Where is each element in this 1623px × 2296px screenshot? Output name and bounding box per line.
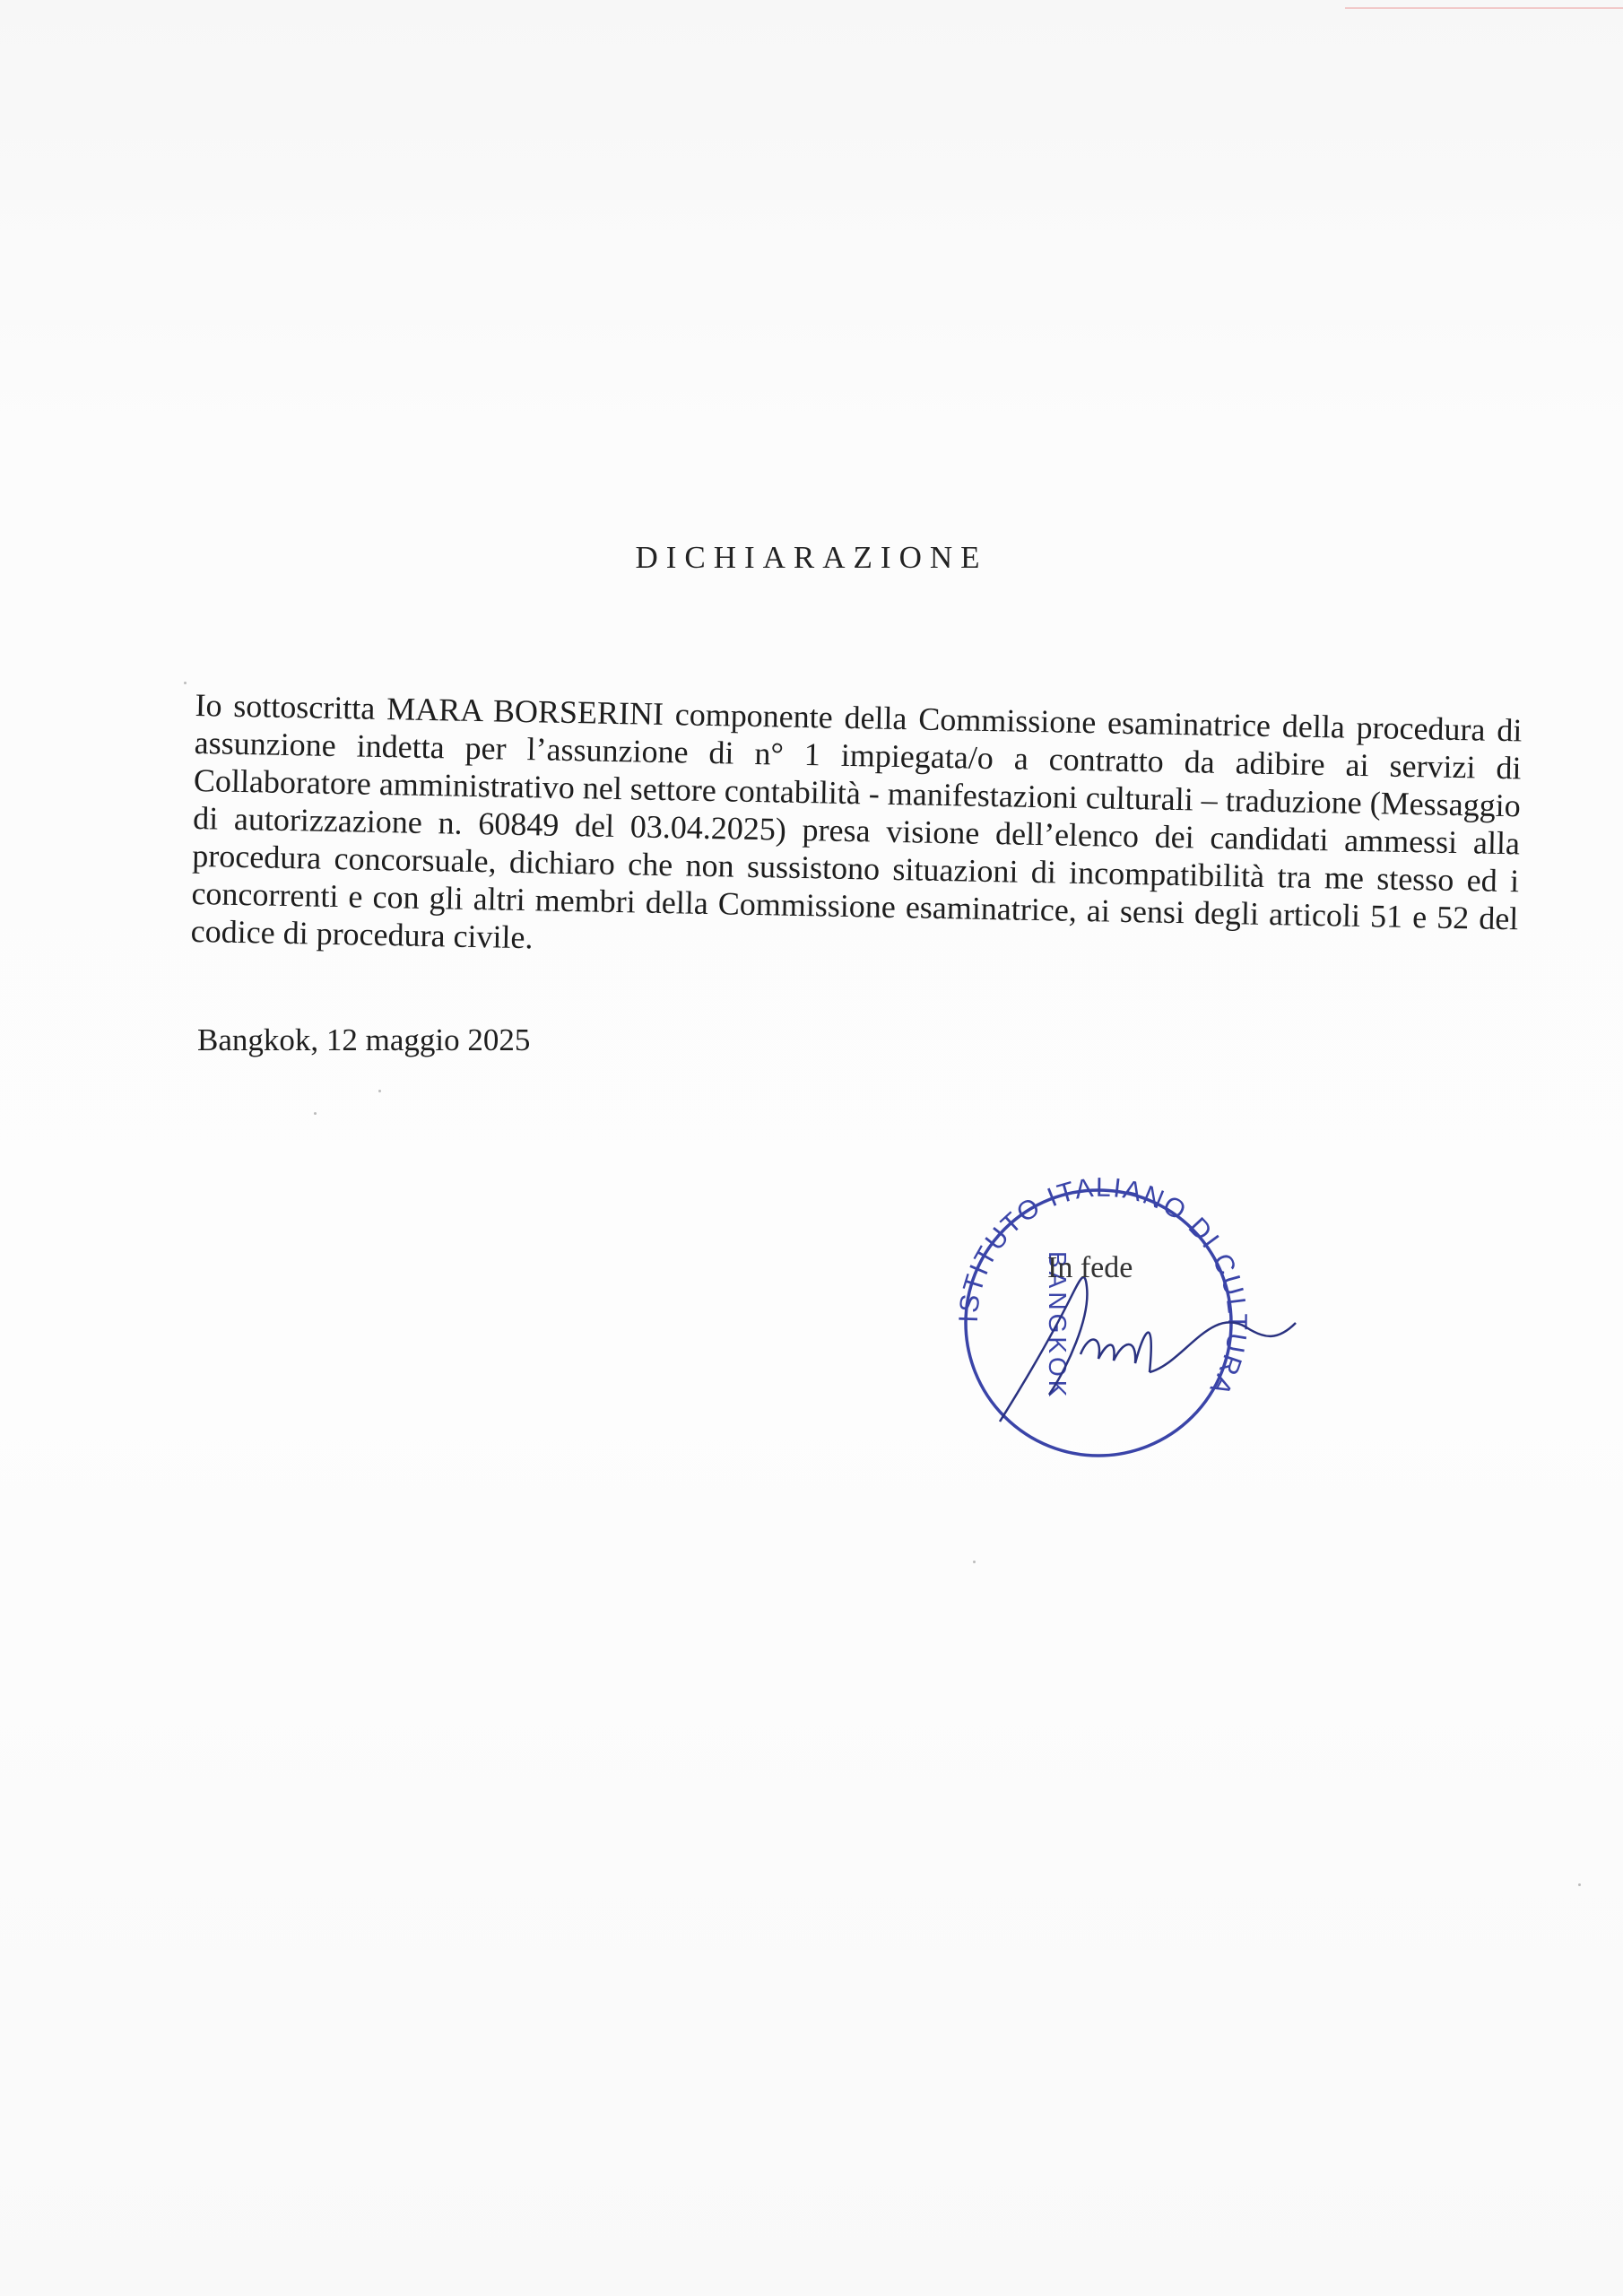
- paper-speck: [314, 1112, 317, 1115]
- paper-speck: [973, 1561, 976, 1563]
- place-and-date: Bangkok, 12 maggio 2025: [197, 1022, 531, 1057]
- closing-in-fede: In fede: [1047, 1251, 1133, 1284]
- institute-stamp-icon: [915, 1161, 1309, 1475]
- declaration-body: Io sottoscritta MARA BORSERINI componente della Commissione esaminatrice della procedura di assunzione indetta per l’assunzione di n° 1 impiegata/o a contratto da adibire ai servizi di Collaboratore amministrativo nel settore contabilità - manifestazioni culturali – traduzione (Messaggio di autorizzazione n. 60849 del 03.04.2025) presa visione dell’elenco dei candidati ammessi alla procedura concorsuale, dichiaro che non sussistono situazioni di incompatibilità tra me stesso ed i concorrenti e con gli altri membri della Commissione esaminatrice, ai sensi degli articoli 51 e 52 del codice di procedura civile.: [190, 686, 1523, 956]
- paper-speck: [1578, 1883, 1581, 1886]
- document-title: DICHIARAZIONE: [635, 540, 988, 575]
- top-edge-mark: [1345, 7, 1623, 9]
- stamp-ring-text: ISTITUTO ITALIANO DI CULTURA: [953, 1172, 1253, 1402]
- paper-speck: [378, 1090, 381, 1092]
- stamp-center-text: BANGKOK: [1044, 1251, 1072, 1401]
- paper-speck: [184, 682, 187, 684]
